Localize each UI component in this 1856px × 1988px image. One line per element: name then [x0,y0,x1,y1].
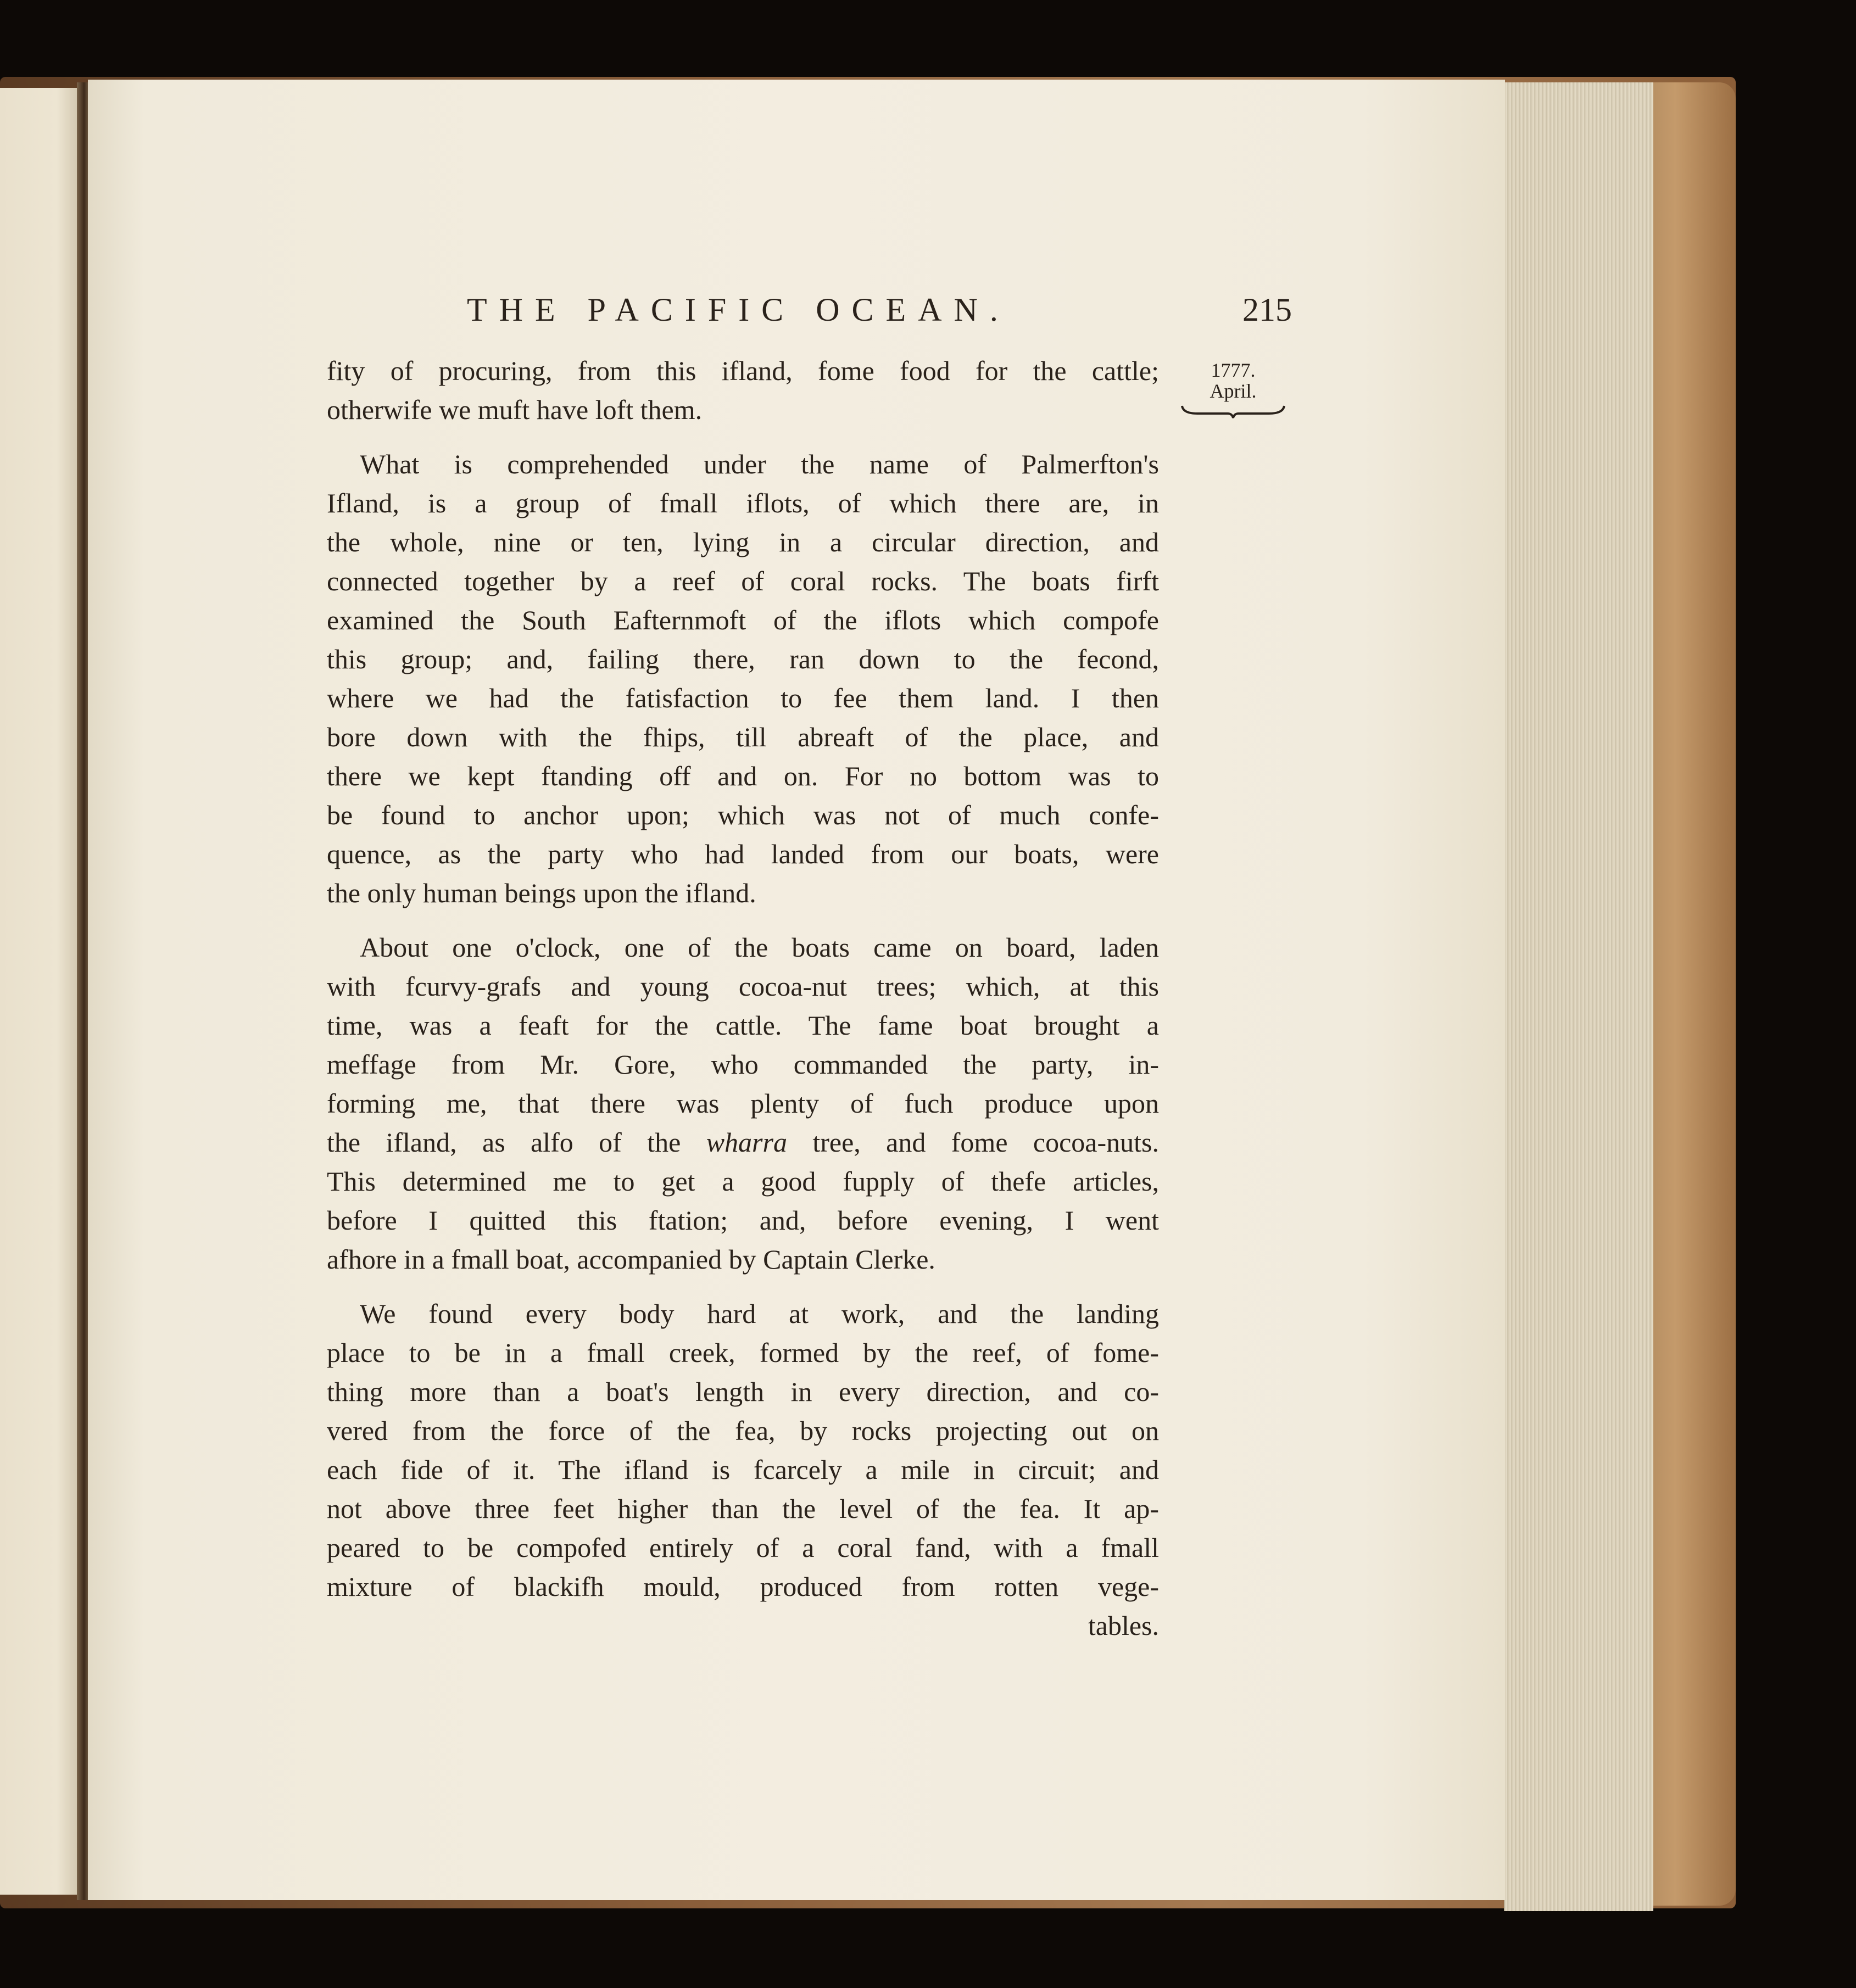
text-line: before I quitted this ftation; and, before evening, I went [327,1205,1159,1236]
paragraph [327,445,1159,913]
text-line: the only human beings upon the ifland. [327,878,756,908]
running-head: THE PACIFIC OCEAN. [467,292,1010,328]
page-fore-edge [1504,82,1653,1911]
text-line: there we kept ftanding off and on. For no bottom was to [327,761,1159,791]
text-line: otherwife we muft have loft them. [327,394,703,425]
text-line: where we had the fatisfaction to fee them land. I then [327,683,1159,713]
text-line: time, was a feaft for the cattle. The fame boat brought a [327,1010,1159,1041]
text-line: fity of procuring, from this ifland, fome food for the cattle; [327,355,1159,386]
text-line: the ifland, as alfo of the wharra tree, and fome cocoa-nuts. [327,1127,1159,1158]
text-line: What is comprehended under the name of Palmerfton's [360,449,1159,479]
text-line: place to be in a fmall creek, formed by the reef, of fome- [327,1337,1159,1368]
margin-note [1178,360,1288,419]
text-line: tables. [1088,1610,1159,1641]
text-line: bore down with the fhips, till abreaft of the place, and [327,722,1159,752]
text-line: each fide of it. The ifland is fcarcely a mile in circuit; and [327,1454,1159,1485]
text-line: be found to anchor upon; which was not of much confe- [327,800,1159,830]
text-line: the whole, nine or ten, lying in a circular direction, and [327,527,1159,557]
italic-term: wharra [706,1127,787,1158]
paragraph [327,351,1159,429]
text-line: mixture of blackifh mould, produced from rotten vege- [327,1571,1159,1602]
text-line: not above three feet higher than the level of the fea. It ap- [327,1493,1159,1524]
text-line: quence, as the party who had landed from our boats, were [327,839,1159,869]
left-page [0,88,81,1895]
text-line: About one o'clock, one of the boats came on board, laden [360,932,1159,963]
text-line: peared to be compofed entirely of a coral fand, with a fmall [327,1532,1159,1563]
paragraph [327,928,1159,1279]
text-line: afhore in a fmall boat, accompanied by Captain Clerke. [327,1244,935,1275]
paragraph [327,1294,1159,1645]
text-line: connected together by a reef of coral rocks. The boats firft [327,566,1159,596]
text-line: We found every body hard at work, and the landing [360,1298,1159,1329]
text-line: thing more than a boat's length in every direction, and co- [327,1376,1159,1407]
text-line: vered from the force of the fea, by rocks projecting out on [327,1415,1159,1446]
text-line: this group; and, failing there, ran down to the fecond, [327,644,1159,674]
text-line: This determined me to get a good fupply of thefe articles, [327,1166,1159,1197]
text-line: with fcurvy-grafs and young cocoa-nut trees; which, at this [327,971,1159,1002]
text-line: examined the South Eafternmoft of the iflots which compofe [327,605,1159,635]
body-text [327,351,1159,1645]
page-number: 215 [1242,292,1292,328]
margin-note-year: 1777. [1211,359,1256,381]
margin-note-month: April. [1210,380,1257,402]
text-line: forming me, that there was plenty of fuch produce upon [327,1088,1159,1119]
text-line: meffage from Mr. Gore, who commanded the party, in- [327,1049,1159,1080]
brace-icon [1181,404,1285,419]
text-line: Ifland, is a group of fmall iflots, of which there are, in [327,488,1159,518]
